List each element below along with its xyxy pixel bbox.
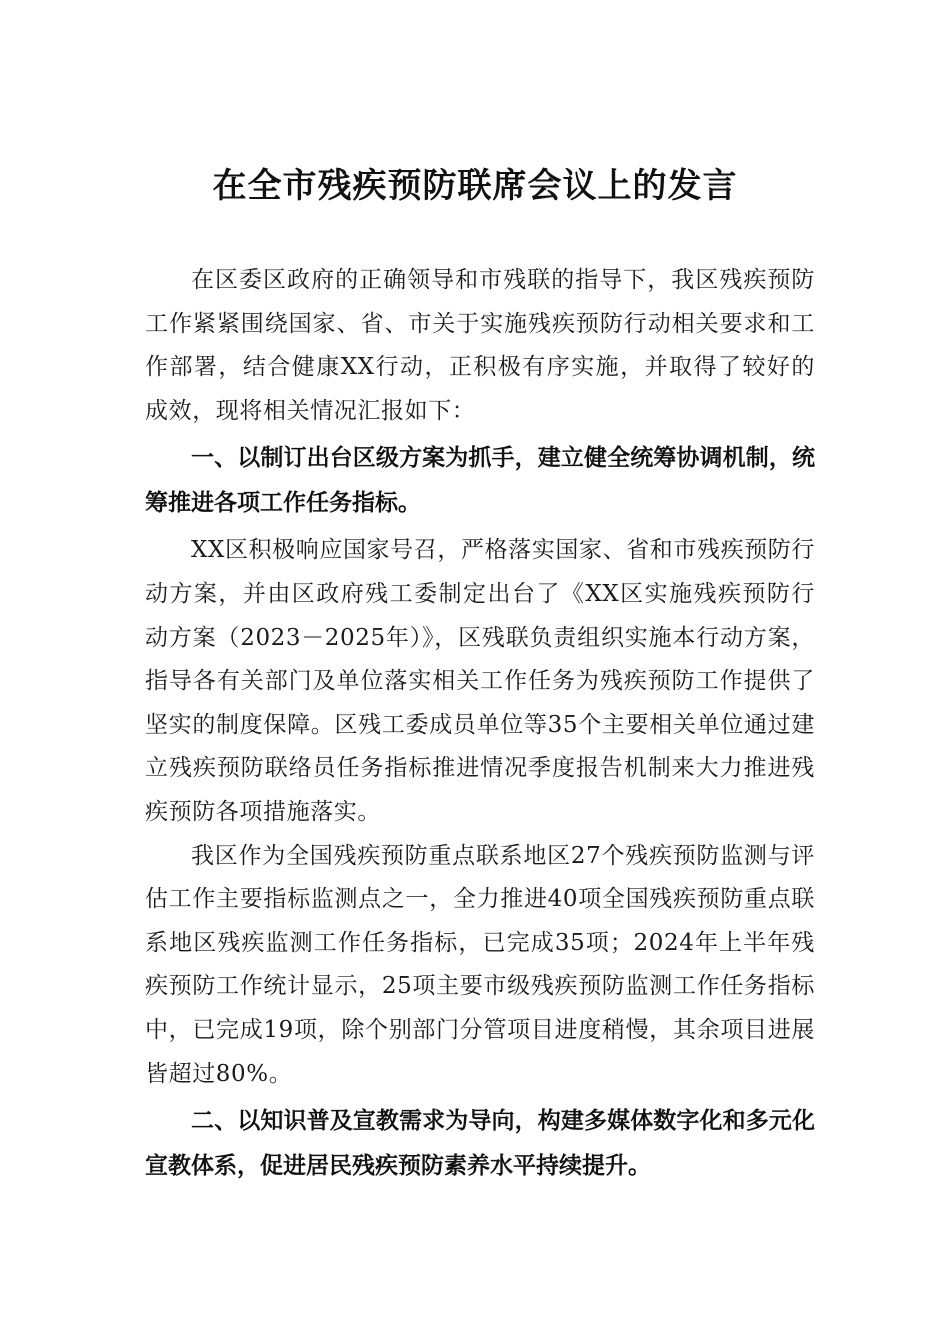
document-body [145,259,815,1192]
document-title: 在全市残疾预防联席会议上的发言 [212,166,738,206]
section-heading-1: 一、以制订出台区级方案为抓手，建立健全统筹协调机制，统筹推进各项工作任务指标。 [145,445,815,517]
paragraph-intro: 在区委区政府的正确领导和市残联的指导下，我区残疾预防工作紧紧围绕国家、省、市关于实施残疾预防行动相关要求和工作部署，结合健康XX行动，正积极有序实施，并取得了较好的成效，现将相关情况汇报如下： [145,267,815,424]
paragraph-action-plan: XX区积极响应国家号召，严格落实国家、省和市残疾预防行动方案，并由区政府残工委制定出台了《XX区实施残疾预防行动方案（2023－2025年）》，区残联负责组织实施本行动方案，指导各有关部门及单位落实相关工作任务为残疾预防工作提供了坚实的制度保障。区残工委成员单位等35个主要相关单位通过建立残疾预防联络员任务指标推进情况季度报告机制来大力推进残疾预防各项措施落实。 [145,537,815,825]
paragraph-monitoring: 我区作为全国残疾预防重点联系地区27个残疾预防监测与评估工作主要指标监测点之一，全力推进40项全国残疾预防重点联系地区残疾监测工作任务指标，已完成35项；2024年上半年残疾预防工作统计显示，25项主要市级残疾预防监测工作任务指标中，已完成19项，除个别部门分管项目进度稍慢，其余项目进展皆超过80%。 [145,842,815,1087]
section-heading-2: 二、以知识普及宣教需求为导向，构建多媒体数字化和多元化宣教体系，促进居民残疾预防素养水平持续提升。 [145,1108,815,1180]
